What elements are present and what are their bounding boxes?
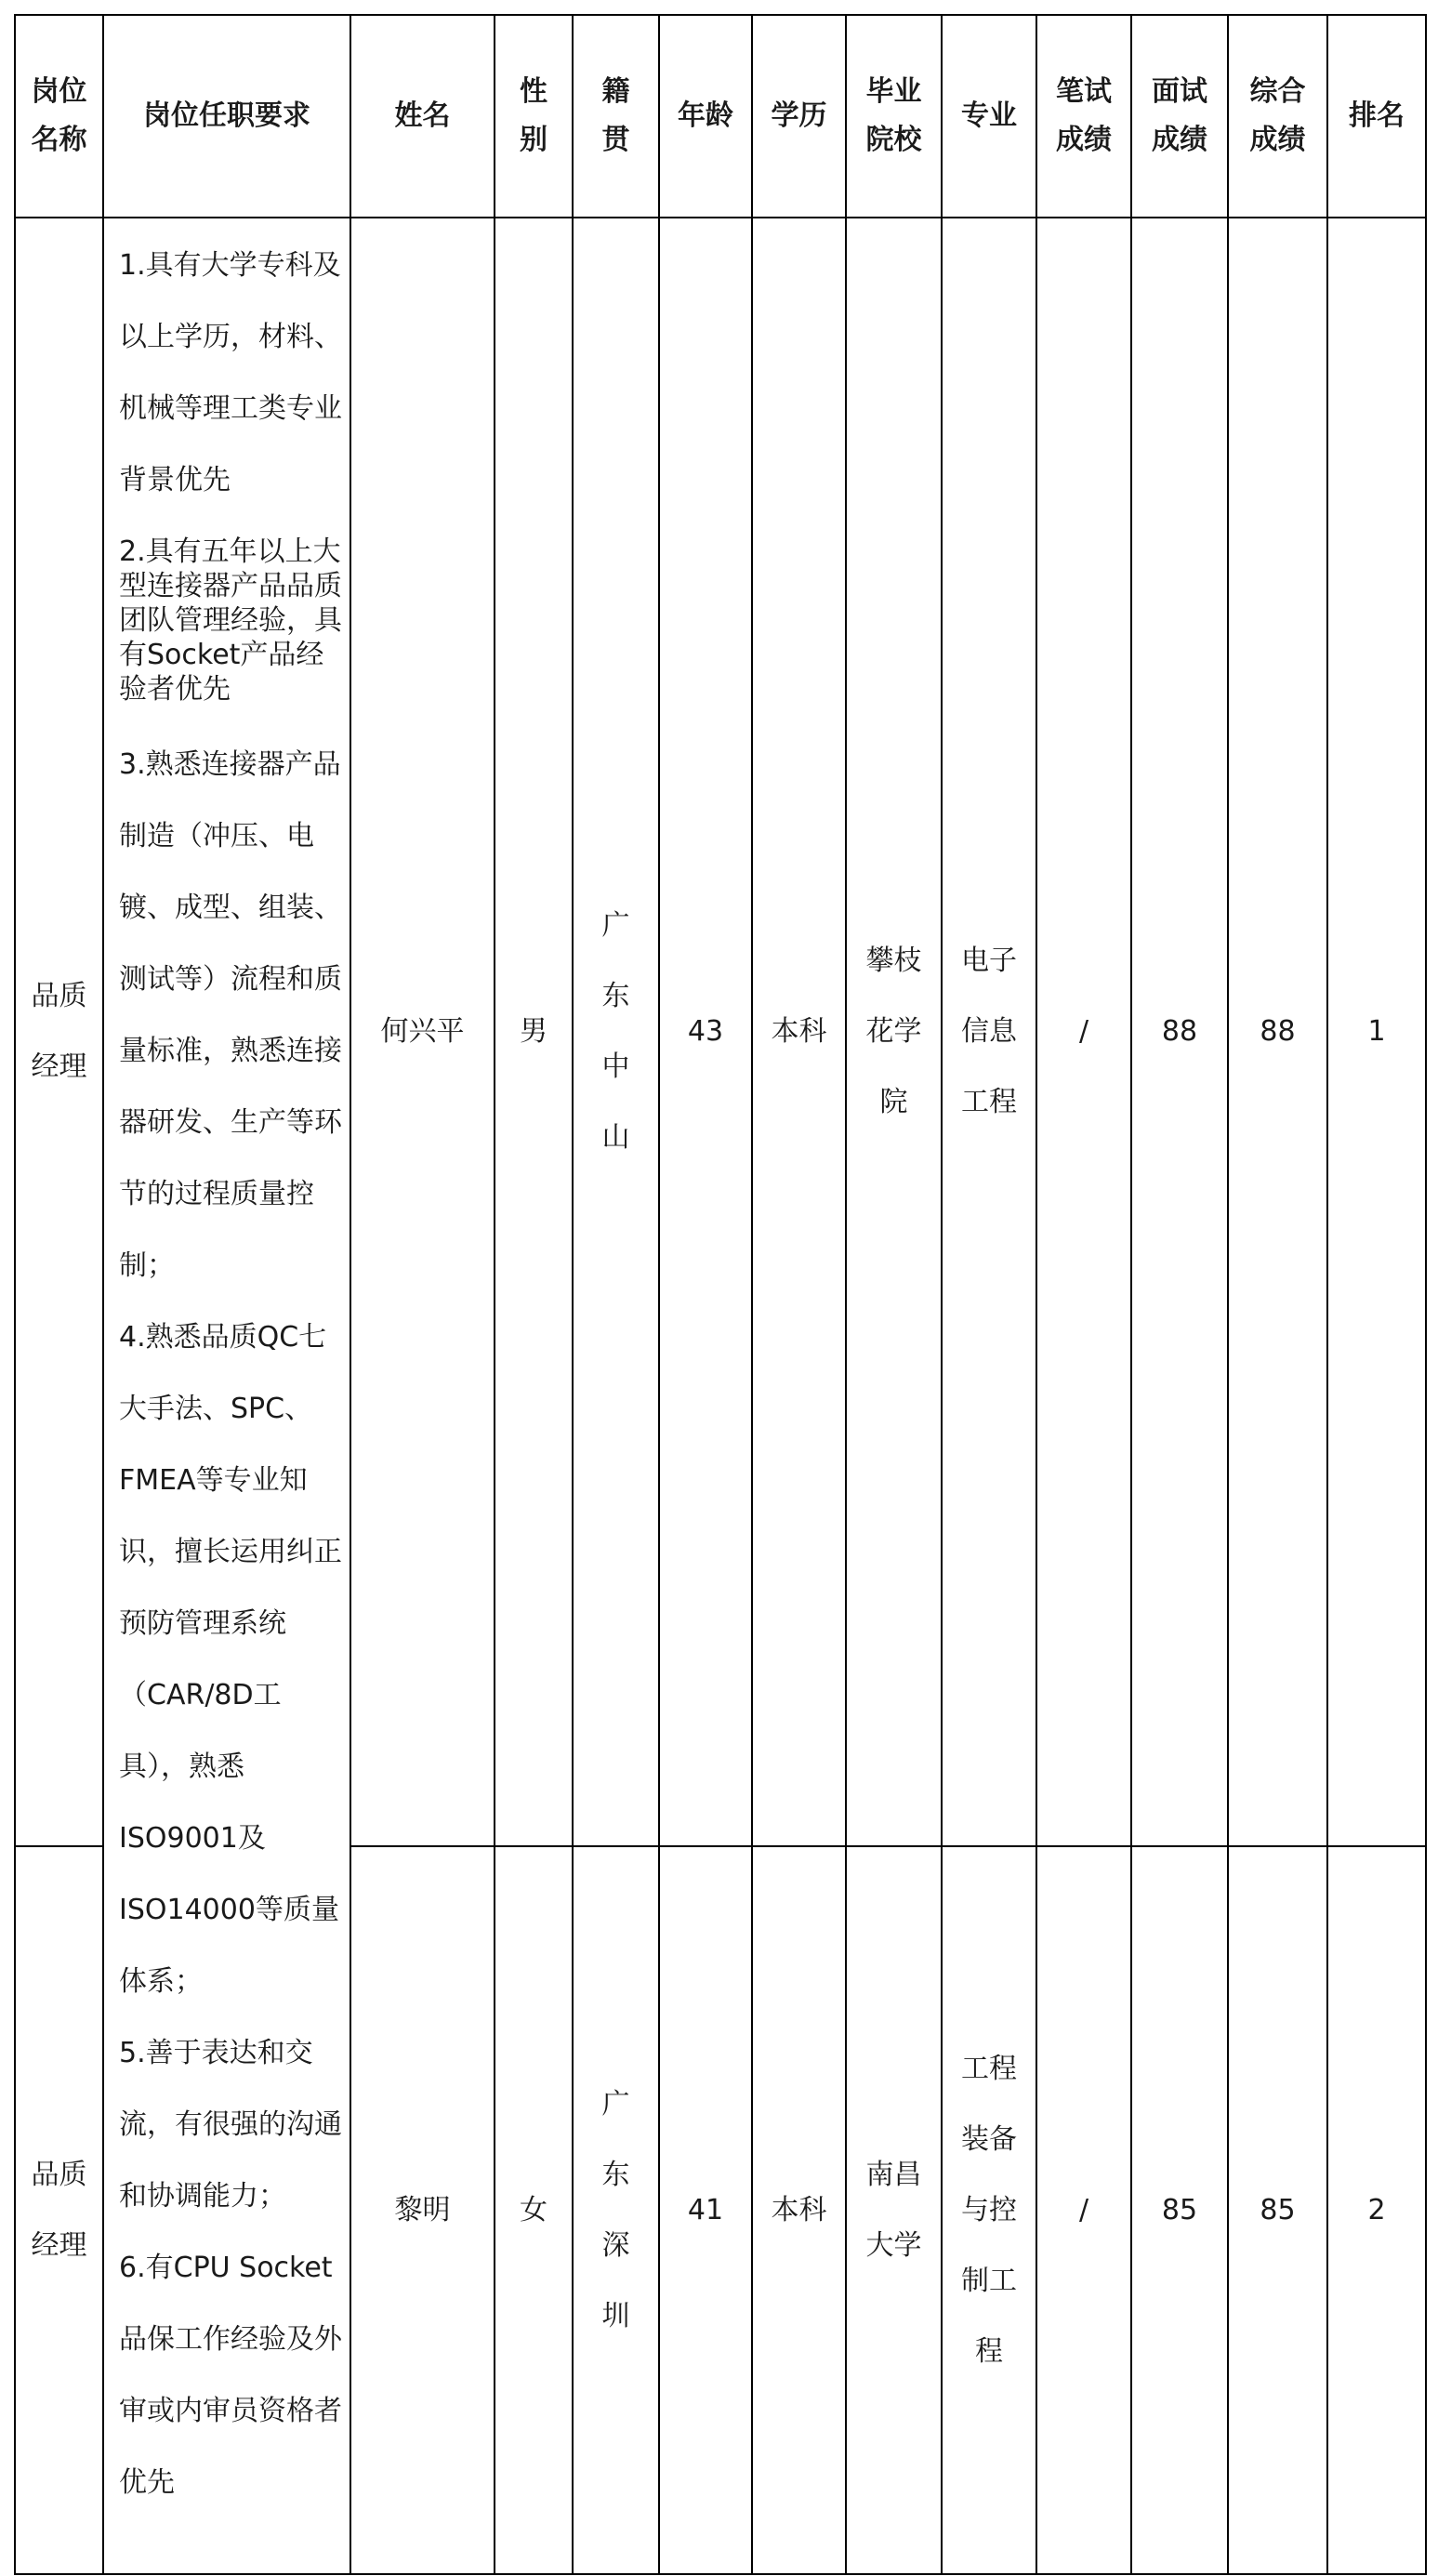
school-cell: 攀枝 花学 院 (846, 218, 942, 1846)
requirement-item: 6.有CPU Socket品保工作经验及外审或内审员资格者优先 (119, 2252, 342, 2499)
gender-cell: 女 (495, 1846, 573, 2574)
header-requirements: 岗位任职要求 (103, 15, 350, 218)
header-name: 姓名 (350, 15, 495, 218)
header-position: 岗位 名称 (15, 15, 103, 218)
header-written-score: 笔试 成绩 (1036, 15, 1131, 218)
total-score-cell: 85 (1228, 1846, 1327, 2574)
requirement-item: 1.具有大学专科及以上学历，材料、机械等理工类专业背景优先 (119, 249, 342, 496)
header-major: 专业 (942, 15, 1036, 218)
interview-score-cell: 88 (1131, 218, 1228, 1846)
header-interview-score: 面试 成绩 (1131, 15, 1228, 218)
header-education: 学历 (752, 15, 846, 218)
written-score-cell: / (1036, 1846, 1131, 2574)
position-cell: 品质 经理 (15, 1846, 103, 2574)
header-age: 年龄 (659, 15, 752, 218)
age-cell: 43 (659, 218, 752, 1846)
major-cell: 工程 装备 与控 制工 程 (942, 1846, 1036, 2574)
gender-cell: 男 (495, 218, 573, 1846)
written-score-cell: / (1036, 218, 1131, 1846)
native-place-cell: 广 东 中 山 (573, 218, 659, 1846)
education-cell: 本科 (752, 218, 846, 1846)
native-place-cell: 广 东 深 圳 (573, 1846, 659, 2574)
header-row (15, 15, 1426, 218)
age-cell: 41 (659, 1846, 752, 2574)
major-cell: 电子 信息 工程 (942, 218, 1036, 1846)
header-rank: 排名 (1327, 15, 1426, 218)
requirement-item: 5.善于表达和交流，有很强的沟通和协调能力； (119, 2037, 342, 2213)
requirement-item: 2.具有五年以上大型连接器产品品质团队管理经验，具有Socket产品经验者优先 (119, 535, 342, 706)
rank-cell: 2 (1327, 1846, 1426, 2574)
header-total-score: 综合 成绩 (1228, 15, 1327, 218)
education-cell: 本科 (752, 1846, 846, 2574)
total-score-cell: 88 (1228, 218, 1327, 1846)
requirements-cell (103, 218, 350, 2574)
name-cell: 何兴平 (350, 218, 495, 1846)
name-cell: 黎明 (350, 1846, 495, 2574)
recruitment-score-table (14, 14, 1427, 2575)
school-cell: 南昌 大学 (846, 1846, 942, 2574)
header-gender: 性 别 (495, 15, 573, 218)
header-school: 毕业 院校 (846, 15, 942, 218)
requirement-item: 4.熟悉品质QC七大手法、SPC、FMEA等专业知识，擅长运用纠正预防管理系统（CAR/8D工具），熟悉ISO9001及ISO14000等质量体系； (119, 1321, 342, 1998)
header-native-place: 籍 贯 (573, 15, 659, 218)
requirement-item: 3.熟悉连接器产品制造（冲压、电镀、成型、组装、测试等）流程和质量标准，熟悉连接器研发、生产等环节的过程质量控制； (119, 748, 342, 1282)
rank-cell: 1 (1327, 218, 1426, 1846)
table-row (15, 218, 1426, 1846)
position-cell: 品质 经理 (15, 218, 103, 1846)
interview-score-cell: 85 (1131, 1846, 1228, 2574)
